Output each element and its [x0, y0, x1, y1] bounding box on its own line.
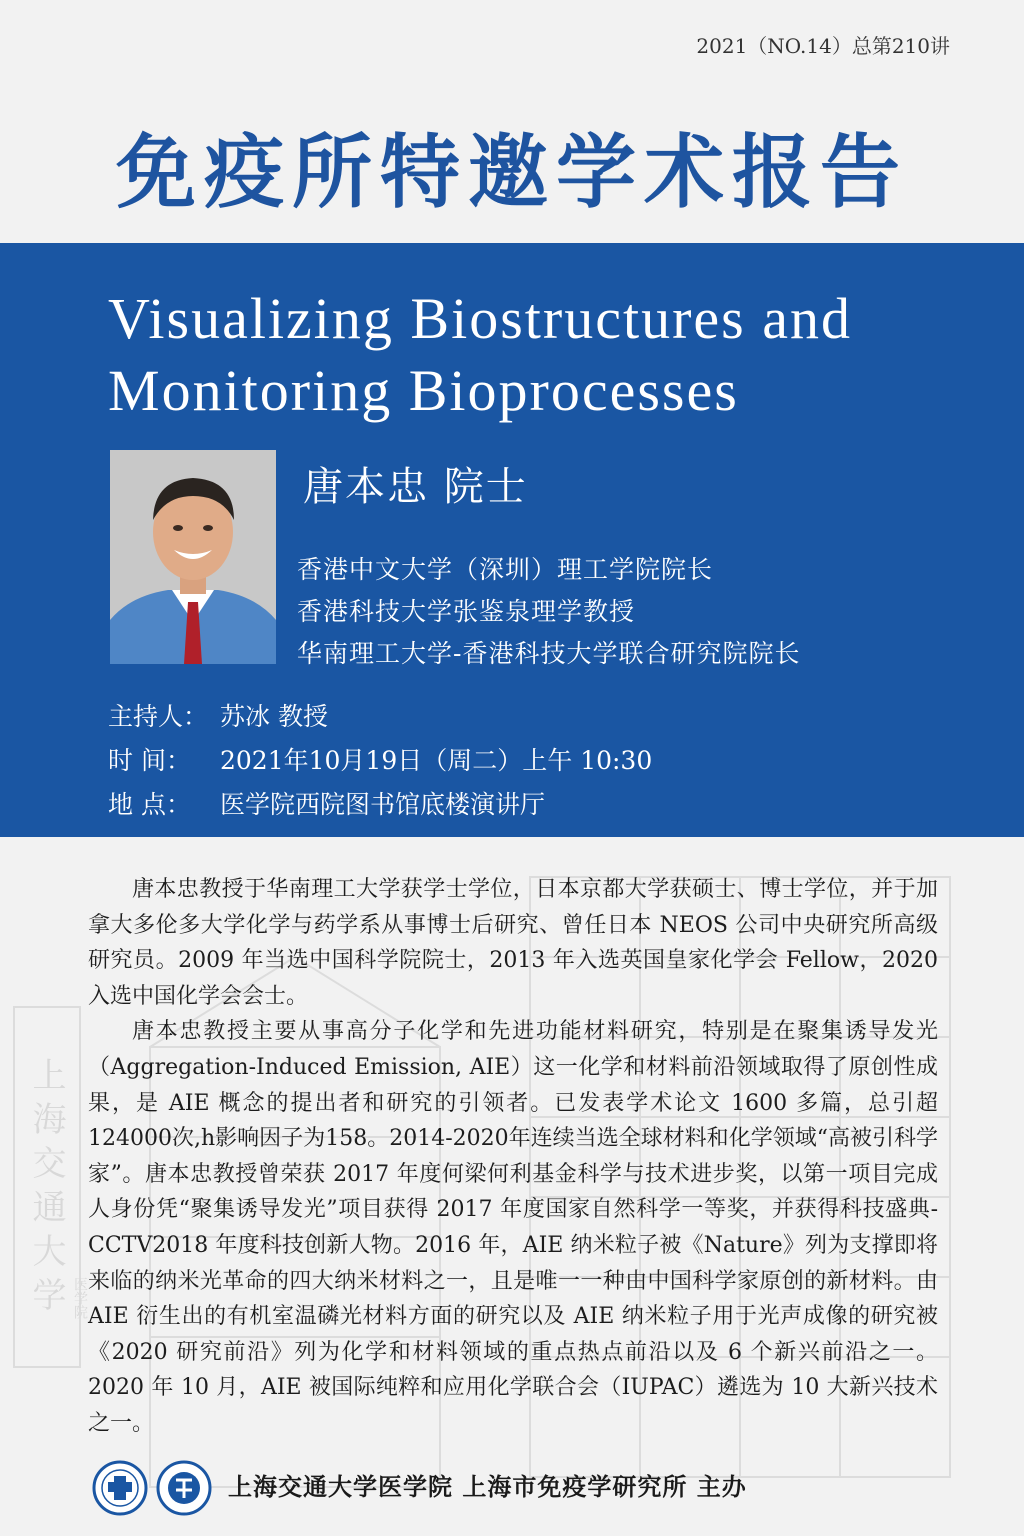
time-label: 时 间： — [108, 746, 191, 775]
place-row — [108, 783, 652, 827]
affiliation-line: 香港中文大学（深圳）理工学院院长 — [297, 555, 714, 584]
speaker-affiliations — [297, 549, 800, 675]
page-title: 免疫所特邀学术报告 — [116, 125, 908, 219]
organizers: 上海交通大学医学院 上海市免疫学研究所 主办 — [228, 1472, 747, 1501]
watermark-university: 上海交通大学 — [26, 1057, 66, 1321]
speaker-name: 唐本忠 院士 — [303, 464, 528, 510]
time-value: 2021年10月19日（周二）上午 10:30 — [220, 746, 653, 775]
sjtu-medicine-logo-icon — [94, 1462, 146, 1514]
talk-title — [108, 283, 968, 427]
bio-paragraph: 唐本忠教授主要从事高分子化学和先进功能材料研究，特别是在聚集诱导发光（Aggregation-Induced Emission, AIE）这一化学和材料前沿领域取得了原创性成果，是 AIE 概念的提出者和研究的引领者。已发表学术论文 1600 多篇，总引超124000次,h影响因子为158。2014-2020年连续当选全球材料和化学领域“高被引科学家”。唐本忠教授曾荣获 2017 年度何梁何利基金科学与技术进步奖，以第一项目完成人身份凭“聚集诱导发光”项目获得 2017 年度国家自然科学一等奖，并获得科技盛典-CCTV2018 年度科技创新人物。2016 年，AIE 纳米粒子被《Nature》列为支撑即将来临的纳米光革命的四大纳米材料之一，且是唯一一种由中国科学家原创的新材料。由 AIE 衍生出的有机室温磷光材料方面的研究以及 AIE 纳米粒子用于光声成像的研究被《2020 研究前沿》列为化学和材料领域的重点热点前沿以及 6 个新兴前沿之一。2020 年 10 月，AIE 被国际纯粹和应用化学联合会（IUPAC）遴选为 10 大新兴技术之一。 — [88, 1019, 938, 1436]
affiliation-line: 香港科技大学张鉴泉理学教授 — [297, 597, 636, 626]
issue-number: 2021（NO.14）总第210讲 — [696, 34, 950, 58]
talk-title-line1: Visualizing Biostructures and — [108, 286, 852, 351]
bio-paragraph: 唐本忠教授于华南理工大学获学士学位，日本京都大学获硕士、博士学位，并于加拿大多伦多大学化学与药学系从事博士后研究、曾任日本 NEOS 公司中央研究所高级研究员。2009 年当选中国科学院院士，2013 年入选英国皇家化学会 Fellow，2020 入选中国化学会会士。 — [88, 877, 938, 1009]
organizer-logos — [92, 1458, 216, 1522]
organizer-logos-icon — [92, 1458, 216, 1518]
host-value: 苏冰 教授 — [220, 702, 328, 731]
talk-title-line2: Monitoring Bioprocesses — [108, 358, 739, 423]
host-row — [108, 695, 652, 739]
time-row — [108, 739, 652, 783]
place-value: 医学院西院图书馆底楼演讲厅 — [220, 790, 546, 819]
host-label: 主持人： — [108, 702, 209, 731]
place-label: 地 点： — [108, 790, 191, 819]
speaker-photo — [110, 450, 276, 664]
speaker-biography — [88, 872, 938, 1442]
immunology-institute-logo-icon — [158, 1462, 210, 1514]
speaker-portrait-icon — [110, 450, 276, 664]
affiliation-line: 华南理工大学-香港科技大学联合研究院院长 — [297, 639, 801, 668]
watermark-school: 医学院 — [72, 1277, 88, 1319]
blue-banner — [0, 243, 1024, 837]
event-info — [108, 695, 652, 827]
